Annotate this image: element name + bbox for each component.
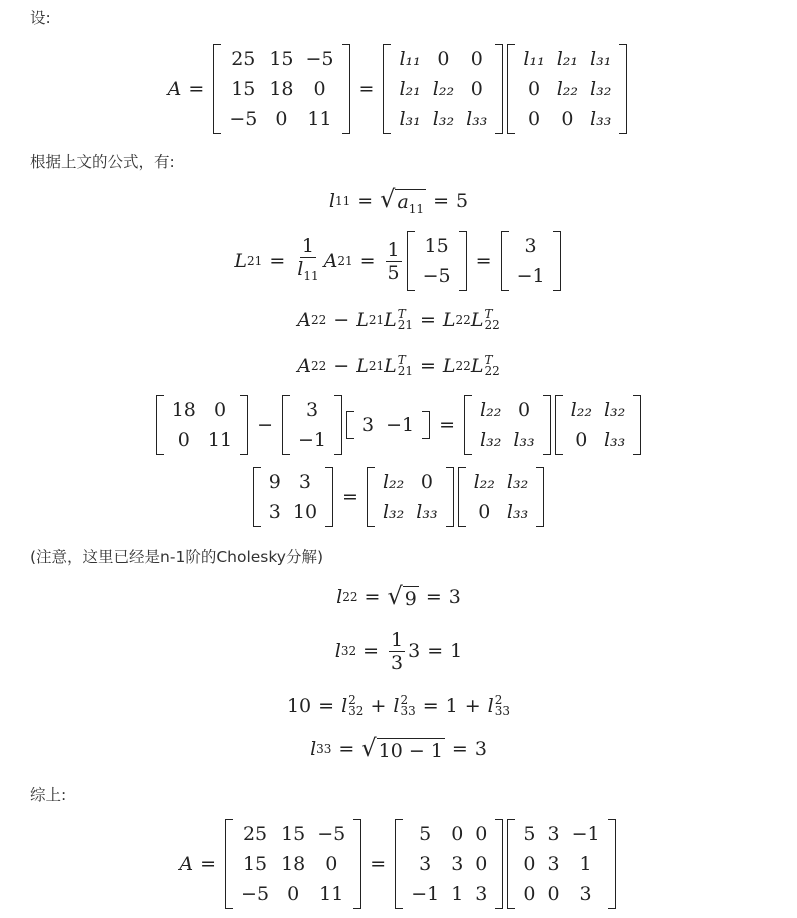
matrix-cell: 9 — [268, 471, 281, 493]
subscript: 21 — [397, 364, 413, 378]
symbol-L: L — [384, 355, 397, 377]
left-bracket — [253, 467, 261, 527]
matrix-cell: −5 — [229, 108, 258, 130]
radicand-subscript: 11 — [408, 201, 425, 216]
matrix-cell: 3 — [298, 471, 311, 493]
equation-final-decomposition: A = 25 15 −5 15 18 0 −5 0 11 = 5 0 0 3 3 0 −1 1 3 5 3 −1 0 3 1 0 0 3 — [0, 818, 797, 910]
right-bracket — [495, 819, 503, 909]
radicand: 10 − 1 — [378, 740, 443, 762]
matrix-cell: −1 — [571, 823, 600, 845]
matrix-cell: 11 — [319, 883, 344, 905]
matrix-l22 — [367, 467, 454, 527]
right-bracket — [446, 467, 454, 527]
matrix-cell: l₂₁ — [399, 78, 421, 100]
sqrt-expression: √ 10 − 1 — [361, 734, 443, 762]
symbol-A: A — [297, 355, 311, 377]
symbol-l: l — [328, 190, 335, 212]
symbol-L: L — [356, 355, 369, 377]
intro-text: 设: — [30, 9, 51, 27]
matrix-cell: 5 — [523, 823, 536, 845]
matrix-cell: 0 — [275, 108, 288, 130]
denominator: l — [297, 258, 304, 281]
subscript: 21 — [397, 318, 413, 332]
right-bracket — [553, 231, 561, 291]
equation-l21: L 21 = $\frac{1}{l_{11}}$ A 21 = $\frac{1}{5}$ 15 −5 = 3 −1 — [0, 232, 797, 290]
symbol-l: l — [334, 640, 341, 662]
vector-15-neg5 — [407, 231, 467, 291]
matrix-cell: 10 — [292, 501, 318, 523]
matrix-cell: 0 — [517, 399, 531, 421]
matrix-cell: 0 — [523, 883, 536, 905]
equation-l33-square: 10 = l 2 32 + l 2 33 = 1 + l 2 33 — [286, 693, 511, 718]
matrix-l-transpose-result — [507, 819, 615, 909]
subscript: 22 — [455, 313, 471, 327]
right-bracket — [608, 819, 616, 909]
matrix-cell: 3 — [547, 853, 560, 875]
subscript: 21 — [368, 313, 385, 327]
matrix-cell: l₃₃ — [506, 501, 529, 523]
denominator-subscript: 11 — [303, 268, 319, 283]
numerator: 1 — [301, 235, 314, 258]
summary-text: 综上: — [30, 786, 67, 804]
left-bracket — [156, 395, 164, 455]
equation-reduced: 9 3 3 10 = l₂₂ 0 l₃₂ l₃₃ l₂₂ l₃₂ 0 l₃₃ — [0, 466, 797, 528]
superscript: T — [397, 353, 406, 367]
matrix-cell: 5 — [419, 823, 432, 845]
matrix-cell: l₃₃ — [513, 429, 535, 451]
matrix-cell: 18 — [171, 399, 196, 421]
note-text: (注意，这里已经是n-1阶的Cholesky分解) — [30, 548, 324, 566]
matrix-cell: 0 — [451, 823, 464, 845]
matrix-l-result — [395, 819, 503, 909]
superscript: 2 — [494, 693, 503, 707]
matrix-cell: 0 — [561, 108, 574, 130]
matrix-cell: l₃₂ — [382, 501, 405, 523]
matrix-cell: l₃₁ — [399, 108, 421, 130]
matrix-cell: l₁₁ — [399, 48, 421, 70]
matrix-cell: 18 — [281, 853, 306, 875]
superscript: 2 — [400, 693, 409, 707]
matrix-l22-transpose — [555, 395, 642, 455]
matrix-cell: 0 — [478, 501, 491, 523]
matrix-cell: −1 — [411, 883, 440, 905]
matrix-cell: 3 — [451, 853, 464, 875]
denominator: 5 — [387, 261, 400, 284]
right-bracket — [325, 467, 333, 527]
formula-intro-text: 根据上文的公式，有: — [30, 153, 175, 171]
matrix-cell: 0 — [470, 78, 483, 100]
matrix-cell: 11 — [207, 429, 233, 451]
symbol-L: L — [470, 309, 484, 331]
result-value: 1 — [450, 640, 463, 662]
left-bracket — [464, 395, 472, 455]
matrix-cell: 0 — [547, 883, 560, 905]
subscript: 21 — [247, 254, 263, 268]
left-bracket — [383, 44, 391, 134]
left-bracket — [501, 231, 509, 291]
superscript: T — [397, 307, 406, 321]
matrix-cell: l₃₂ — [506, 471, 529, 493]
left-bracket — [507, 819, 515, 909]
symbol-L: L — [234, 250, 248, 272]
equation-decomposition: A = 25 15 −5 15 18 0 −5 0 11 = l₁₁ 0 0 l₂₁ l₂₂ 0 l₃₁ l₃₂ l₃₃ l₁₁ l₂₁ l₃₁ 0 l₂₂ l₃₂ 0 0 l₃₃ — [0, 44, 797, 134]
matrix-a — [225, 819, 361, 909]
superscript: T — [484, 307, 493, 321]
right-bracket — [342, 44, 350, 134]
matrix-cell: −1 — [298, 429, 327, 451]
matrix-cell: 0 — [287, 883, 300, 905]
matrix-cell: 0 — [528, 108, 541, 130]
matrix-a22 — [156, 395, 248, 455]
subscript: 22 — [310, 359, 327, 373]
result-value: 3 — [448, 586, 461, 608]
matrix-cell: 3 — [524, 235, 537, 257]
matrix-cell: 15 — [424, 235, 449, 257]
matrix-cell: 3 — [419, 853, 432, 875]
matrix-cell: −1 — [516, 265, 545, 287]
left-bracket — [225, 819, 233, 909]
matrix-cell: l₁₁ — [523, 48, 545, 70]
superscript: 2 — [348, 693, 356, 707]
right-bracket — [353, 819, 361, 909]
subscript: 11 — [334, 194, 351, 208]
matrix-cell: l₃₂ — [432, 108, 455, 130]
factor: 3 — [408, 640, 421, 662]
sqrt-expression: √ $a_{11}$ — [380, 184, 425, 216]
matrix-l22 — [464, 395, 551, 455]
matrix-cell: l₃₃ — [466, 108, 488, 130]
fraction-1-over-l11 — [295, 236, 320, 286]
result-value: 3 — [474, 738, 487, 760]
right-bracket — [536, 467, 544, 527]
matrix-cell: 15 — [269, 48, 294, 70]
matrix-cell: 15 — [281, 823, 306, 845]
right-bracket — [459, 231, 467, 291]
equation-schur-2: A 22 − L 21 L T 21 = L 22 L T 22 — [297, 353, 500, 378]
matrix-cell: 11 — [307, 108, 332, 130]
matrix-cell: −5 — [422, 265, 451, 287]
subscript: 22 — [455, 359, 471, 373]
subscript: 33 — [400, 704, 416, 718]
matrix-cell: 3 — [547, 823, 560, 845]
symbol-l: l — [336, 586, 343, 608]
matrix-l22-transpose — [458, 467, 545, 527]
matrix-cell: 3 — [362, 414, 375, 436]
matrix-cell: l₂₂ — [556, 78, 579, 100]
matrix-cell: l₂₂ — [480, 399, 502, 421]
left-bracket — [395, 819, 403, 909]
matrix-cell: 0 — [528, 78, 541, 100]
matrix-cell: l₂₂ — [473, 471, 495, 493]
equation-l33: l 33 = √ 10 − 1 = 3 — [310, 734, 487, 762]
subscript: 32 — [348, 704, 364, 718]
right-bracket — [619, 44, 627, 134]
sqrt-expression: √ 9 — [387, 582, 417, 610]
matrix-cell: 0 — [420, 471, 433, 493]
matrix-cell: 25 — [242, 823, 268, 845]
symbol-L: L — [384, 309, 397, 331]
result-value: 5 — [456, 190, 469, 212]
matrix-cell: −5 — [305, 48, 334, 70]
matrix-cell: 0 — [437, 48, 450, 70]
equation-l32: l 32 = $\frac{1}{3}$ 3 = 1 — [334, 628, 463, 674]
numerator: 1 — [391, 628, 404, 651]
matrix-cell: −5 — [241, 883, 270, 905]
matrix-cell: −1 — [386, 414, 415, 436]
matrix-cell: 25 — [231, 48, 256, 70]
matrix-cell: l₃₃ — [590, 108, 612, 130]
numerator: 1 — [387, 238, 400, 261]
matrix-cell: 0 — [313, 78, 326, 100]
vector-l21 — [282, 395, 342, 455]
matrix-cell: −5 — [317, 823, 346, 845]
row-vector-l21-transpose — [346, 411, 430, 439]
radicand: 9 — [404, 588, 417, 610]
left-bracket — [507, 44, 515, 134]
subscript: 32 — [340, 644, 357, 658]
matrix-cell: 0 — [523, 853, 536, 875]
matrix-cell: l₃₂ — [590, 78, 612, 100]
denominator: 3 — [391, 651, 404, 674]
subscript: 22 — [342, 590, 358, 604]
matrix-cell: 0 — [475, 853, 488, 875]
matrix-cell: 3 — [475, 883, 488, 905]
matrix-cell: 3 — [305, 399, 319, 421]
left-bracket — [458, 467, 466, 527]
matrix-cell: 0 — [475, 823, 488, 845]
symbol-L: L — [356, 309, 369, 331]
left-bracket — [346, 411, 354, 439]
matrix-cell: 0 — [177, 429, 190, 451]
equation-l11: l 11 = √ $a_{11}$ = 5 — [328, 184, 469, 216]
right-bracket — [422, 411, 430, 439]
matrix-cell: l₃₁ — [590, 48, 612, 70]
lhs-value: 10 — [286, 695, 312, 717]
matrix-cell: l₃₃ — [416, 501, 438, 523]
equation-schur-1: A 22 − L 21 L T 21 = L 22 L T 22 — [297, 307, 500, 332]
matrix-a-symbol: A — [179, 853, 194, 875]
fraction-1-over-3 — [389, 630, 405, 673]
matrix-cell: 1 — [451, 883, 464, 905]
matrix-cell: l₂₂ — [570, 399, 592, 421]
equation-l22: l 22 = √ 9 = 3 — [336, 582, 461, 610]
matrix-cell: l₃₂ — [603, 399, 626, 421]
subscript: 33 — [494, 704, 511, 718]
right-bracket — [543, 395, 551, 455]
left-bracket — [407, 231, 415, 291]
matrix-cell: 0 — [213, 399, 227, 421]
constant: 1 — [445, 695, 458, 717]
symbol-A: A — [297, 309, 311, 331]
left-bracket — [555, 395, 563, 455]
subscript: 22 — [484, 364, 500, 378]
left-bracket — [213, 44, 221, 134]
equation-substitution: 18 0 0 11 − 3 −1 3 −1 = l₂₂ 0 l₃₂ l₃₃ l₂₂ l₃₂ 0 l₃₃ — [0, 394, 797, 456]
matrix-cell: 0 — [325, 853, 338, 875]
vector-3-neg1 — [501, 231, 561, 291]
matrix-cell: l₂₂ — [432, 78, 455, 100]
matrix-l — [383, 44, 503, 134]
matrix-cell: 0 — [575, 429, 588, 451]
symbol-l: l — [310, 738, 317, 760]
matrix-cell: 0 — [470, 48, 483, 70]
matrix-cell: 3 — [579, 883, 592, 905]
matrix-cell: l₂₁ — [556, 48, 579, 70]
symbol-L: L — [442, 309, 456, 331]
left-bracket — [282, 395, 290, 455]
superscript: T — [484, 353, 493, 367]
matrix-cell: 15 — [242, 853, 268, 875]
radicand: a — [397, 190, 409, 213]
subscript: 22 — [310, 313, 327, 327]
matrix-cell: 1 — [579, 853, 592, 875]
matrix-cell: l₃₂ — [480, 429, 502, 451]
symbol-L: L — [442, 355, 456, 377]
matrix-cell: 18 — [269, 78, 294, 100]
subscript: 21 — [337, 254, 353, 268]
matrix-cell: l₃₃ — [603, 429, 626, 451]
left-bracket — [367, 467, 375, 527]
matrix-a-symbol: A — [167, 78, 182, 100]
matrix-l-transpose — [507, 44, 627, 134]
subscript: 22 — [484, 318, 500, 332]
matrix-a — [213, 44, 349, 134]
symbol-L: L — [470, 355, 484, 377]
subscript: 33 — [316, 742, 332, 756]
right-bracket — [495, 44, 503, 134]
right-bracket — [240, 395, 248, 455]
right-bracket — [334, 395, 342, 455]
matrix-cell: 15 — [231, 78, 256, 100]
matrix-cell: l₂₂ — [382, 471, 405, 493]
matrix-cell: 3 — [268, 501, 281, 523]
subscript: 21 — [368, 359, 385, 373]
fraction-1-over-5 — [386, 240, 402, 283]
matrix-reduced — [253, 467, 333, 527]
right-bracket — [633, 395, 641, 455]
symbol-A: A — [323, 250, 338, 272]
